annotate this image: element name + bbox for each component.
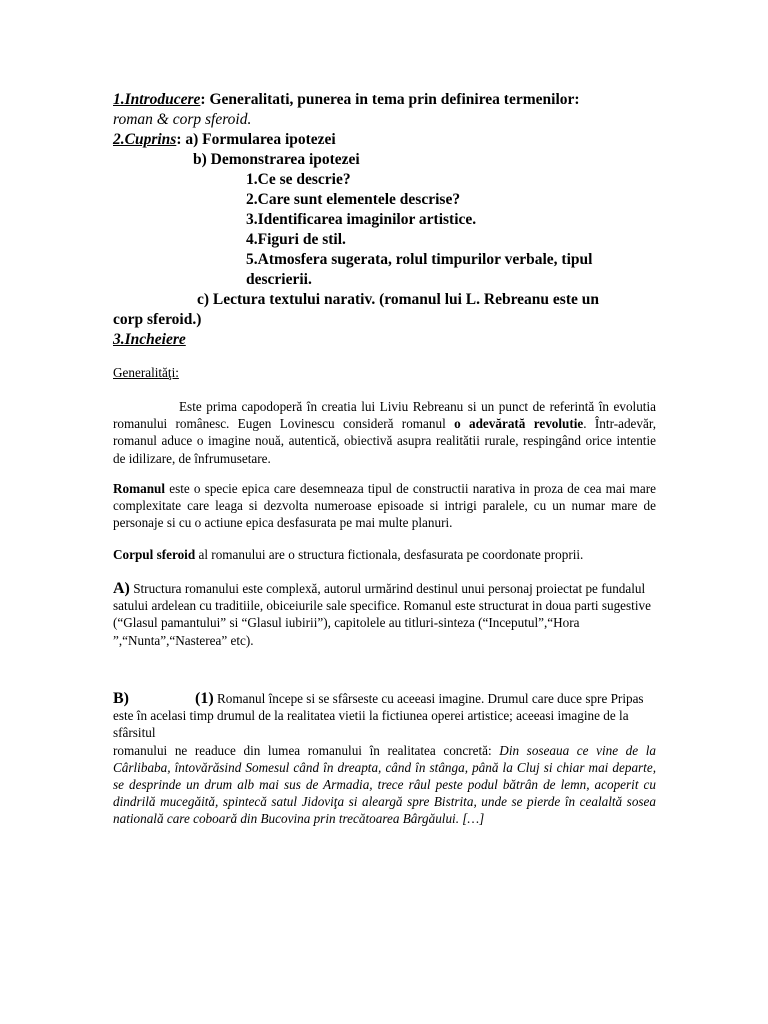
para1-bold: o adevărată revolutie xyxy=(454,416,584,432)
intro-label: 1.Introducere xyxy=(113,91,201,108)
para5-num: (1) xyxy=(195,690,214,707)
para3-text: al romanului are o structura fictionala, desfasurata pe coordonate proprii. xyxy=(195,547,584,562)
section-heading: Generalităţi: xyxy=(113,365,179,380)
para2-text: este o specie epica care desemneaza tipul de constructii narativa in proza de cea mai mare complexitate care leaga si dezvolta numeroase episoade si intrigi paralele, cu un numar mare de personaje si cu o actiune epica desfasurata pe mai multe planuri. xyxy=(113,481,656,531)
para5-text2: romanului ne readuce din lumea romanului în realitatea concretă: xyxy=(113,742,500,758)
cuprins-item: 2.Care sunt elementele descrise? xyxy=(246,191,461,208)
para3-bold: Corpul sferoid xyxy=(113,547,196,562)
para5-continuation xyxy=(113,742,656,828)
para1-text1: Este prima capodoperă în creatia lui Liviu Rebreanu si un punct de referintă în evolutia romanului românesc. Eugen Lovinescu consideră romanul xyxy=(113,399,656,432)
cuprins-a: : a) Formularea ipotezei xyxy=(176,131,336,148)
para4-label: A) xyxy=(113,580,130,597)
outline-intro-line xyxy=(113,90,643,110)
para5-text1: Romanul începe si se sfârseste cu aceeasi imagine. Drumul care duce spre Pripas este în acelasi timp drumul de la realitatea vietii la fictiunea operei artistice; aceeasi imagine de la sfârsitul xyxy=(113,691,644,741)
para2-bold: Romanul xyxy=(113,481,166,496)
cuprins-c: c) Lectura textului narativ. (romanul lui L. Rebreanu este un xyxy=(197,291,599,308)
outline-cuprins-line xyxy=(113,130,643,150)
incheiere-label: 3.Incheiere xyxy=(113,331,186,348)
para5-label: B) xyxy=(113,690,129,707)
cuprins-b: b) Demonstrarea ipotezei xyxy=(193,151,360,168)
outline xyxy=(113,90,643,350)
para4-text: Structura romanului este complexă, autorul urmărind destinul unui personaj proiectat pe fundalul satului ardelean cu traditiile, obiceiurile sale specifice. Romanul este structurat in doua parti sugestive (“Glasul pamantului” si “Glasul iubirii”), capitolele au titluri-sinteza (“Inceputul”,“Hora ”,“Nunta”,“Nasterea” etc). xyxy=(113,581,651,648)
para5-quote: Din soseaua ce vine de la Cârlibaba, întovărăsind Somesul când în dreapta, când în stânga, până la Cluj si chiar mai departe, se desprinde un drum alb mai sus de Armadia, trece râul peste podul bătrân de lemn, acoperit cu dindrilă mucegăită, spintecă satul Jidoviţa si aleargă spre Bistrita, unde se pierde în cealaltă sosea natională care coboară din Bucovina prin trecătoarea Bârgăului. […] xyxy=(113,742,656,827)
intro-sep: : xyxy=(200,91,206,108)
intro-text: Generalitati, punerea in tema prin definirea termenilor: xyxy=(205,91,580,108)
cuprins-label: 2.Cuprins xyxy=(113,131,177,148)
paragraph-romanul xyxy=(113,480,656,532)
paragraph-corpul-sferoid xyxy=(113,546,656,563)
paragraph-a xyxy=(113,580,656,649)
cuprins-item: 1.Ce se descrie? xyxy=(246,171,351,188)
cuprins-item: 4.Figuri de stil. xyxy=(246,231,346,248)
paragraph-generalitati xyxy=(113,398,656,467)
cuprins-c-cont: corp sferoid.) xyxy=(113,311,202,328)
paragraph-b xyxy=(113,690,656,828)
cuprins-item: 5.Atmosfera sugerata, rolul timpurilor verbale, tipul xyxy=(246,251,593,268)
para1-text2: . Într-adevăr, romanul aduce o imagine nouă, autentică, obiectivă asupra realitătii rurale, respingând orice intentie de idilizare, de înfrumusetare. xyxy=(113,416,656,466)
cuprins-item-cont: descrierii. xyxy=(246,271,312,288)
intro-italic-terms: roman & corp sferoid. xyxy=(113,111,252,128)
cuprins-item: 3.Identificarea imaginilor artistice. xyxy=(246,211,477,228)
